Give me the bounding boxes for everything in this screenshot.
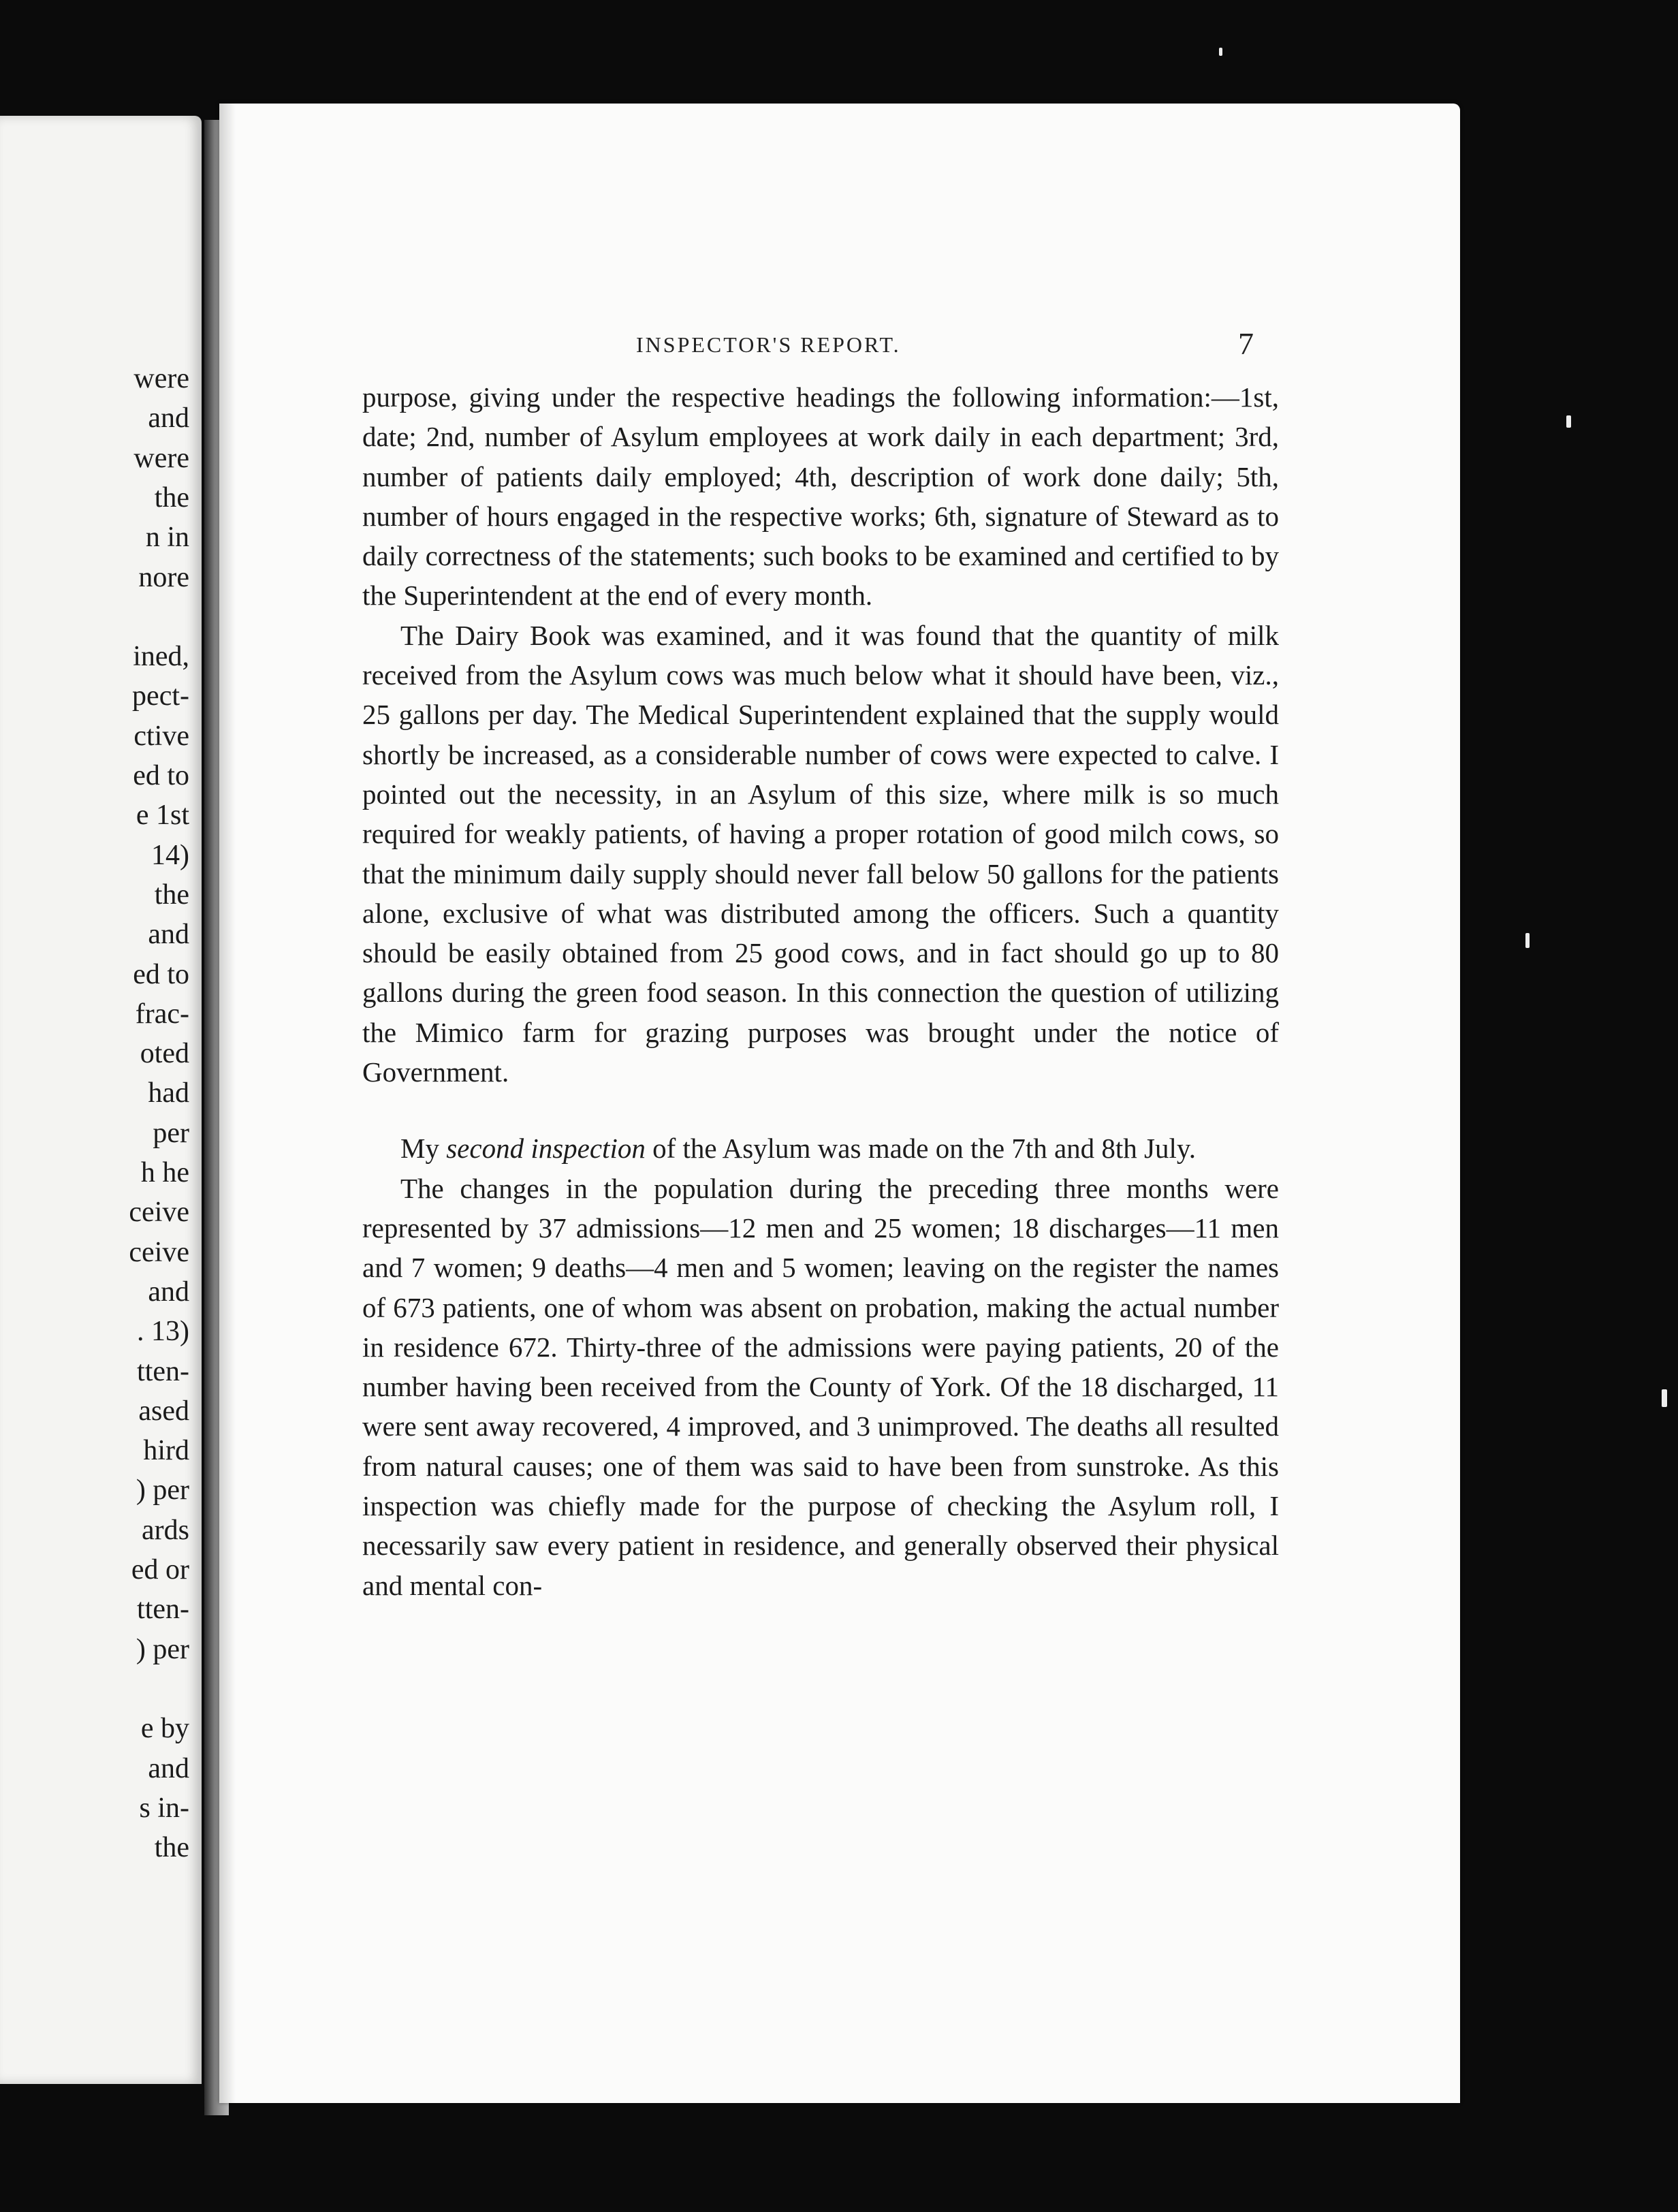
paragraph-dairy-book: The Dairy Book was examined, and it was found that the quantity of milk received from the Asylum cows was much below what it should have been, viz., 25 gallons per day. The Medical Superintendent explained that the supply would shortly be increased, as a considerable number of cows were expected to calve. I pointed out the necessity, in an Asylum of this size, where milk is so much required for weakly patients, of having a proper rotation of good milch cows, so that the minimum daily supply should never fall below 50 gallons for the patients alone, exclusive of what was distributed among the officers. Such a quantity should be easily obtained from 25 good cows, and in fact should go up to 80 gallons during the green food season. In this connection the question of utilizing the Mimico farm for grazing purposes was brought under the notice of Government. <box>362 619 1279 1088</box>
left-page-line: and <box>148 1276 189 1308</box>
left-page-line: frac- <box>135 998 189 1030</box>
left-page-line: ) per <box>136 1633 189 1665</box>
left-page-line: were <box>133 363 189 394</box>
right-page <box>219 104 1460 2103</box>
left-page-line: ards <box>142 1514 189 1546</box>
left-page-line: ) per <box>136 1474 189 1506</box>
scan-speck <box>1662 1389 1667 1407</box>
left-page-line: tten- <box>137 1594 189 1626</box>
left-page-line: were <box>133 442 189 474</box>
left-page-line: ed to <box>133 958 189 990</box>
paragraph-text: of the Asylum was made on the 7th and 8th July. <box>645 1133 1196 1165</box>
left-page-line: e 1st <box>136 800 189 832</box>
running-head <box>219 326 1460 366</box>
left-page-line: the <box>154 1832 189 1864</box>
left-page-line: n in <box>145 522 189 554</box>
left-page-line: 14) <box>151 839 189 871</box>
left-page-line: nore <box>138 561 189 593</box>
left-page-line: ased <box>138 1395 189 1427</box>
left-page-line: and <box>148 402 189 434</box>
left-page-line: . 13) <box>137 1316 189 1348</box>
left-page-line: ed or <box>131 1554 189 1585</box>
left-page-line: and <box>148 1752 189 1784</box>
left-page-edge <box>0 116 202 2084</box>
paragraph-second-inspection <box>362 1128 1279 1168</box>
left-page-line: the <box>154 481 189 514</box>
left-page-line: ed to <box>133 760 189 791</box>
paragraph-population-changes: The changes in the population during the preceding three months were represented by 37 admissions—12 men and 25 women; 18 discharges—11 men and 7 women; 9 deaths—4 men and 5 women; leaving on the register the names of 673 patients, one of whom was absent on probation, making the actual number in residence 672. Thirty-three of the admissions were paying patients, 20 of the number having been received from the County of York. Of the 18 discharged, 11 were sent away recovered, 4 improved, and 3 unimproved. The deaths all resulted from natural causes; one of them was said to have been from sunstroke. As this inspection was chiefly made for the purpose of checking the Asylum roll, I necessarily saw every patient in residence, and generally observed their physical and mental con- <box>362 1172 1279 1601</box>
body-text <box>362 377 1279 1605</box>
left-page-line: and <box>148 919 189 951</box>
paragraph-continued: purpose, giving under the respective headings the following information:—1st, date; 2nd, number of Asylum employees at work daily in each department; 3rd, number of patients daily employed; 4th, description of work done daily; 5th, number of hours engaged in the respective works; 6th, signature of Steward as to daily correctness of the statements; such books to be examined and certified to by the Superintendent at the end of every month. <box>362 381 1279 612</box>
left-page-line: e by <box>140 1713 189 1745</box>
left-page-line: ined, <box>133 641 189 673</box>
left-page-line: pect- <box>132 680 189 712</box>
left-page-line: had <box>148 1077 189 1109</box>
left-page-line: h he <box>140 1157 189 1188</box>
left-page-line: tten- <box>137 1355 189 1387</box>
emphasized-text: second inspection <box>446 1133 646 1165</box>
scan-speck <box>1219 48 1222 56</box>
page-number: 7 <box>1238 326 1254 361</box>
paragraph-text: My <box>400 1133 447 1165</box>
left-page-line: hird <box>143 1435 189 1467</box>
running-title: INSPECTOR'S REPORT. <box>636 332 901 357</box>
left-page-line: per <box>153 1117 189 1149</box>
left-page-line: s in- <box>139 1792 189 1824</box>
left-page-line: ctive <box>133 720 189 752</box>
left-page-line: ceive <box>129 1197 189 1229</box>
scan-speck <box>1566 415 1571 428</box>
left-page-line: the <box>154 879 189 911</box>
left-page-line: oted <box>140 1038 189 1070</box>
scan-speck <box>1525 933 1530 948</box>
left-page-line: ceive <box>129 1236 189 1268</box>
